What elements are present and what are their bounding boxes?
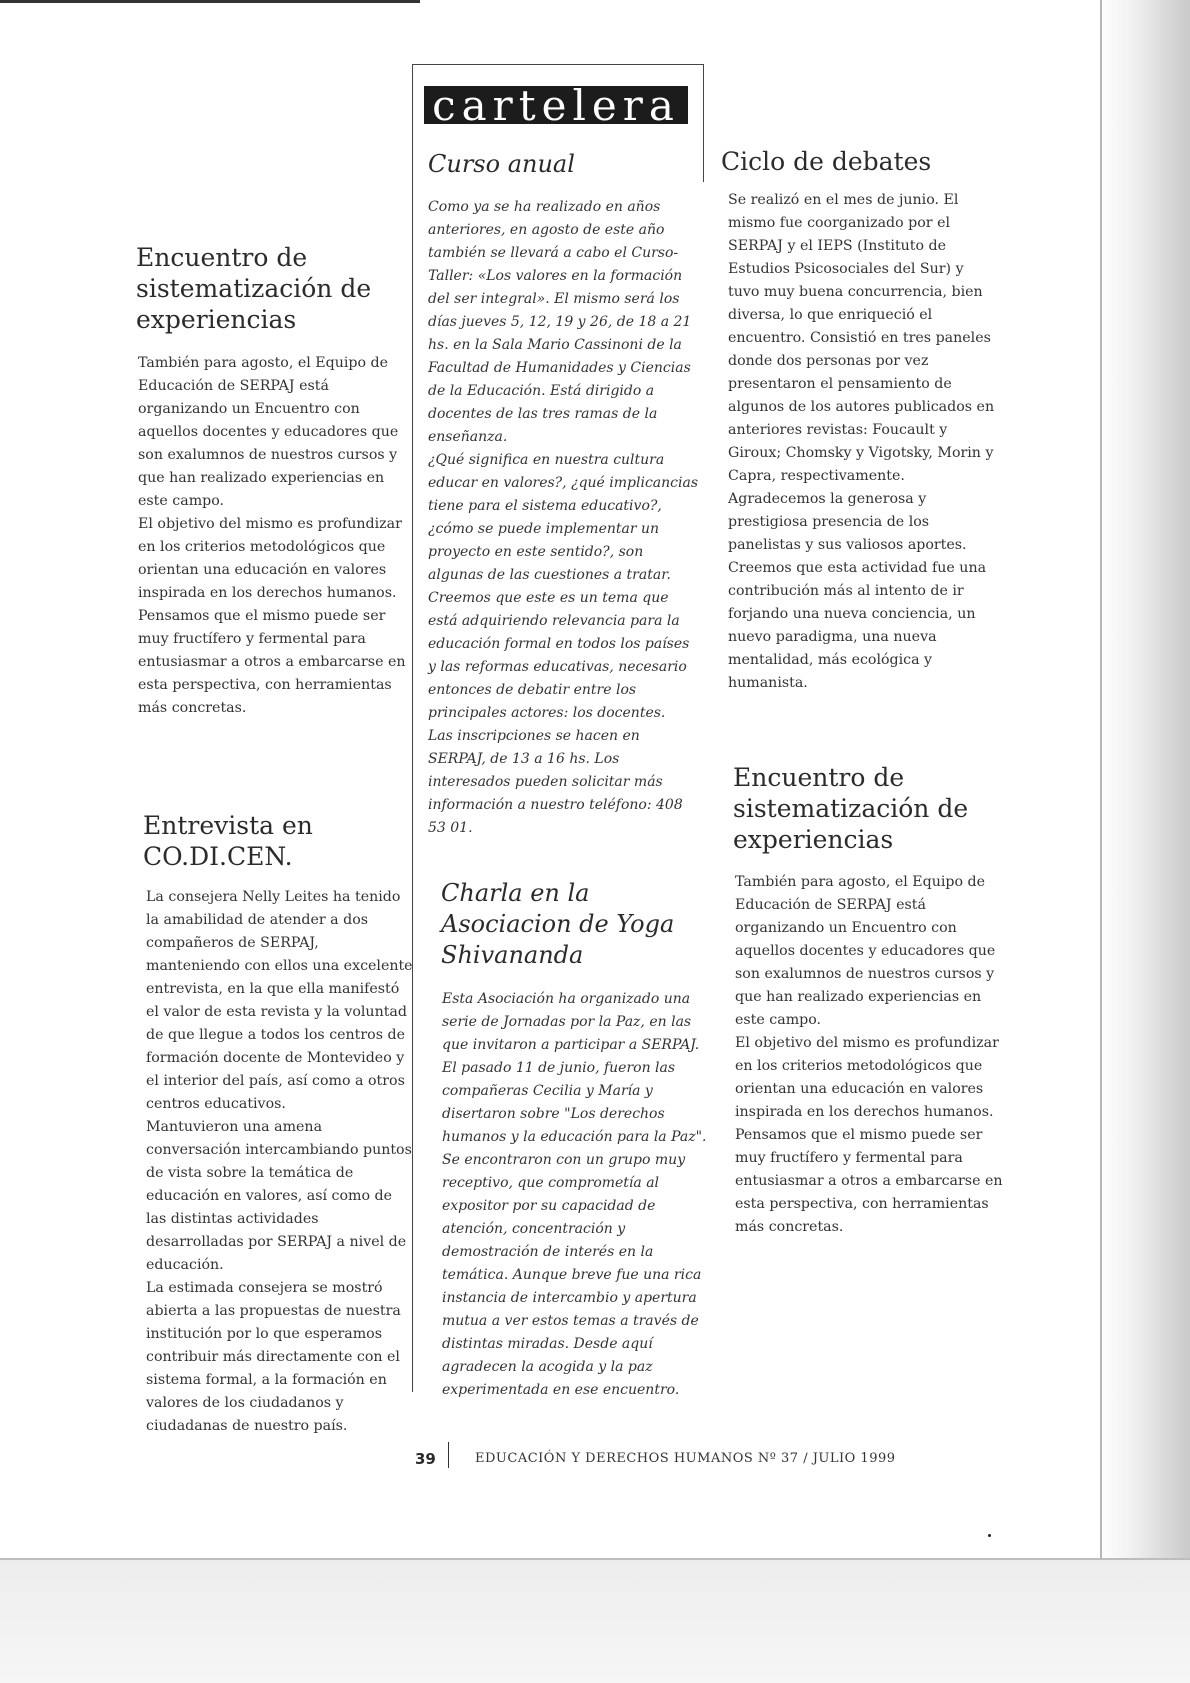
- middle-section1-body: [428, 196, 700, 840]
- footer-divider: [448, 1442, 449, 1468]
- left-section2-body: [146, 886, 414, 1438]
- publication-footer: EDUCACIÓN Y DERECHOS HUMANOS Nº 37 / JULIO 1999: [475, 1451, 896, 1466]
- paragraph: Las inscripciones se hacen en SERPAJ, de 13 a 16 hs. Los interesados pueden solicitar más información a nuestro teléfono: 408 53 01.: [428, 728, 683, 836]
- paragraph: Como ya se ha realizado en años anteriores, en agosto de este año también se llevará a cabo el Curso-Taller: «Los valores en la formación del ser integral». El mismo será los días jueves 5, 12, 19 y 26, de 18 a 21 hs. en la Sala Mario Cassinoni de la Facultad de Humanidades y Ciencias de la Educación. Está dirigido a docentes de las tres ramas de la enseñanza.: [428, 199, 692, 445]
- left-section1-body: [138, 352, 408, 720]
- right-section2-body: [735, 871, 1005, 1239]
- banner-text: cartelera: [432, 86, 680, 124]
- middle-section1-title: Curso anual: [428, 150, 575, 178]
- paragraph: La estimada consejera se mostró abierta a las propuestas de nuestra institución por lo que esperamos contribuir más directamente con el sistema formal, a la formación en valores de los ciudadanos y ciudadanas de nuestro país.: [146, 1280, 401, 1434]
- top-edge-line: [0, 0, 420, 3]
- frame-right-rule: [703, 64, 704, 182]
- speck: [988, 1534, 991, 1537]
- left-section2-title: Entrevista en CO.DI.CEN.: [143, 811, 313, 871]
- middle-section2-body: [442, 988, 710, 1402]
- page-right-shadow: [1098, 0, 1190, 1560]
- paragraph: La consejera Nelly Leites ha tenido la amabilidad de atender a dos compañeros de SERPAJ, manteniendo con ellos una excelente entrevista, en la que ella manifestó el valor de esta revista y la voluntad de que llegue a todos los centros de formación docente de Montevideo y el interior del país, así como a otros centros educativos.: [146, 889, 413, 1112]
- page-bottom-shadow: [0, 1560, 1190, 1683]
- paragraph: El objetivo del mismo es profundizar en los criterios metodológicos que orientan una educación en valores inspirada en los derechos humanos. Pensamos que el mismo puede ser muy fructífero y fermental para entusiasmar a otros a embarcarse en esta perspectiva, con herramientas más concretas.: [138, 516, 406, 716]
- paragraph: También para agosto, el Equipo de Educación de SERPAJ está organizando un Encuentro con aquellos docentes y educadores que son exalumnos de nuestros cursos y que han realizado experiencias en este campo.: [735, 874, 996, 1028]
- cartelera-banner: [424, 86, 688, 124]
- right-section1-title: Ciclo de debates: [721, 147, 932, 176]
- paragraph: También para agosto, el Equipo de Educación de SERPAJ está organizando un Encuentro con aquellos docentes y educadores que son exalumnos de nuestros cursos y que han realizado experiencias en este campo.: [138, 355, 399, 509]
- page-number: 39: [415, 1450, 436, 1468]
- middle-section2-title: Charla en la Asociacion de Yoga Shivananda: [441, 879, 675, 969]
- paragraph: Esta Asociación ha organizado una serie de Jornadas por la Paz, en las que invitaron a participar a SERPAJ. El pasado 11 de junio, fueron las compañeras Cecilia y María y disertaron sobre "Los derechos humanos y la educación para la Paz". Se encontraron con un grupo muy receptivo, que comprometía al expositor por su capacidad de atención, concentración y demostración de interés en la temática. Aunque breve fue una rica instancia de intercambio y apertura mutua a ver estos temas a través de distintas miradas. Desde aquí agradecen la acogida y la paz experimentada en ese encuentro.: [442, 991, 707, 1398]
- paragraph: El objetivo del mismo es profundizar en los criterios metodológicos que orientan una educación en valores inspirada en los derechos humanos. Pensamos que el mismo puede ser muy fructífero y fermental para entusiasmar a otros a embarcarse en esta perspectiva, con herramientas más concretas.: [735, 1035, 1003, 1235]
- left-section1-title: Encuentro de sistematización de experiencias: [136, 243, 372, 334]
- paragraph: Se realizó en el mes de junio. El mismo fue coorganizado por el SERPAJ y el IEPS (Instituto de Estudios Psicosociales del Sur) y tuvo muy buena concurrencia, bien diversa, lo que enriqueció el encuentro. Consistió en tres paneles donde dos personas por vez presentaron el pensamiento de algunos de los autores publicados en anteriores revistas: Foucault y Giroux; Chomsky y Vigotsky, Morin y Capra, respectivamente. Agradecemos la generosa y prestigiosa presencia de los panelistas y sus valiosos aportes. Creemos que esta actividad fue una contribución más al intento de ir forjando una nueva conciencia, un nuevo paradigma, una nueva mentalidad, más ecológica y humanista.: [728, 192, 995, 691]
- page-right-edge: [1100, 0, 1102, 1560]
- paragraph: ¿Qué significa en nuestra cultura educar en valores?, ¿qué implicancias tiene para el sistema educativo?, ¿cómo se puede implementar un proyecto en este sentido?, son algunas de las cuestiones a tratar. Creemos que este es un tema que está adquiriendo relevancia para la educación formal en todos los países y las reformas educativas, necesario entonces de debatir entre los principales actores: los docentes.: [428, 452, 699, 721]
- frame-top-rule: [412, 64, 704, 65]
- right-section1-body: [728, 189, 998, 695]
- right-section2-title: Encuentro de sistematización de experiencias: [733, 763, 969, 854]
- paragraph: Mantuvieron una amena conversación intercambiando puntos de vista sobre la temática de educación en valores, así como de las distintas actividades desarrolladas por SERPAJ a nivel de educación.: [146, 1119, 412, 1273]
